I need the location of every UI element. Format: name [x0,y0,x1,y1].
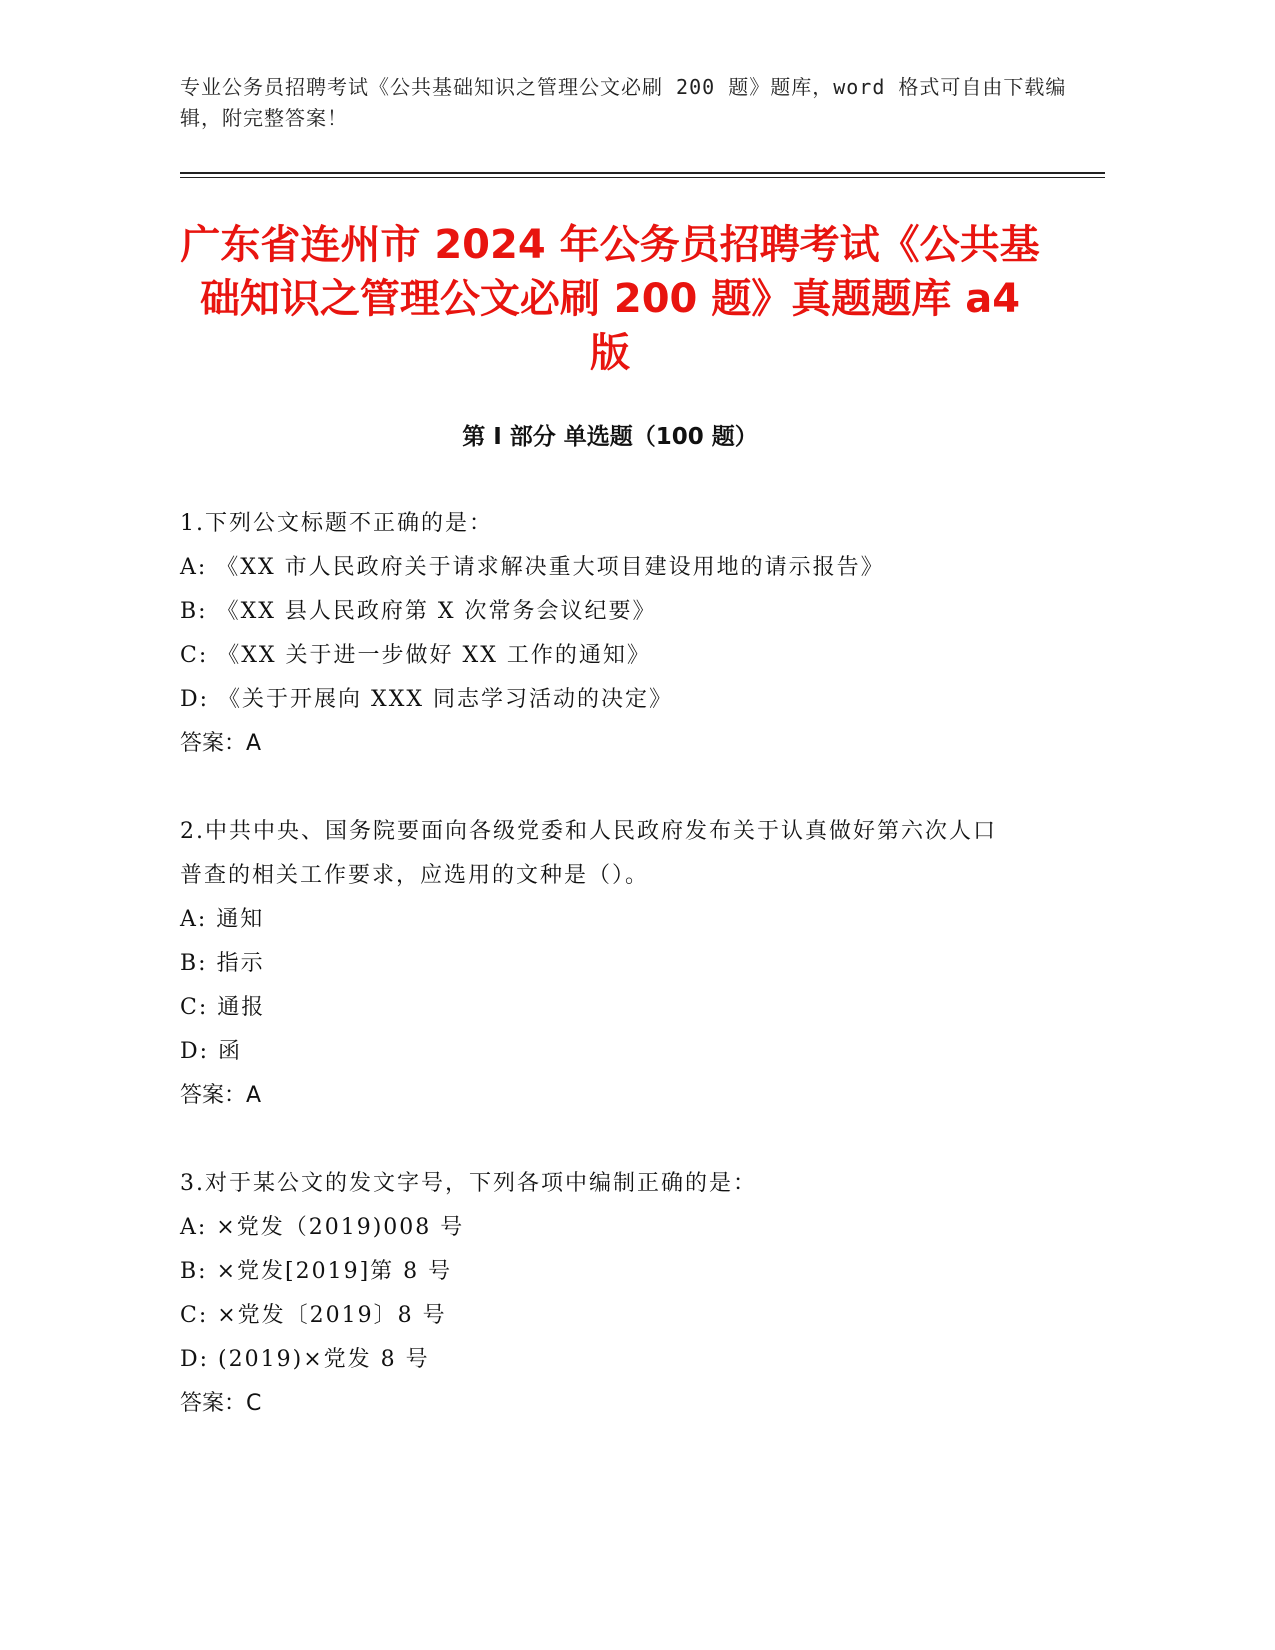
question-2 [180,810,1040,1118]
option-a: A: 通知 [180,907,265,932]
section-heading: 第 I 部分 单选题（100 题） [462,424,758,450]
question-stem: 3.对于某公文的发文字号，下列各项中编制正确的是： [180,1171,757,1196]
option-d: D: 《关于开展向 XXX 同志学习活动的决定》 [180,687,674,712]
header-divider-thick [180,172,1105,174]
option-d: D: (2019)×党发 8 号 [180,1347,430,1372]
header-divider-thin [180,177,1105,178]
question-3 [180,1162,1040,1426]
question-stem: 2.中共中央、国务院要面向各级党委和人民政府发布关于认真做好第六次人口普查的相关工作要求，应选用的文种是（）。 [180,819,997,888]
question-1 [180,502,1040,766]
document-title: 广东省连州市 2024 年公务员招聘考试《公共基础知识之管理公文必刷 200 题》真题题库 a4 版 [180,222,1040,376]
option-a: A: 《XX 市人民政府关于请求解决重大项目建设用地的请示报告》 [180,555,885,580]
question-stem: 1.下列公文标题不正确的是： [180,511,493,536]
header-note: 专业公务员招聘考试《公共基础知识之管理公文必刷 200 题》题库，word 格式可自由下载编辑，附完整答案！ [180,75,1067,130]
option-b: B: ×党发[2019]第 8 号 [180,1259,453,1284]
option-b: B: 《XX 县人民政府第 X 次常务会议纪要》 [180,599,657,624]
option-c: C: 通报 [180,995,266,1020]
question-list [180,502,1040,1470]
option-d: D: 函 [180,1039,243,1064]
option-c: C: ×党发〔2019〕8 号 [180,1303,447,1328]
answer: 答案：C [180,1391,262,1416]
answer: 答案：A [180,1083,262,1108]
option-c: C: 《XX 关于进一步做好 XX 工作的通知》 [180,643,651,668]
option-a: A: ×党发（2019)008 号 [180,1215,465,1240]
option-b: B: 指示 [180,951,265,976]
answer: 答案：A [180,731,262,756]
